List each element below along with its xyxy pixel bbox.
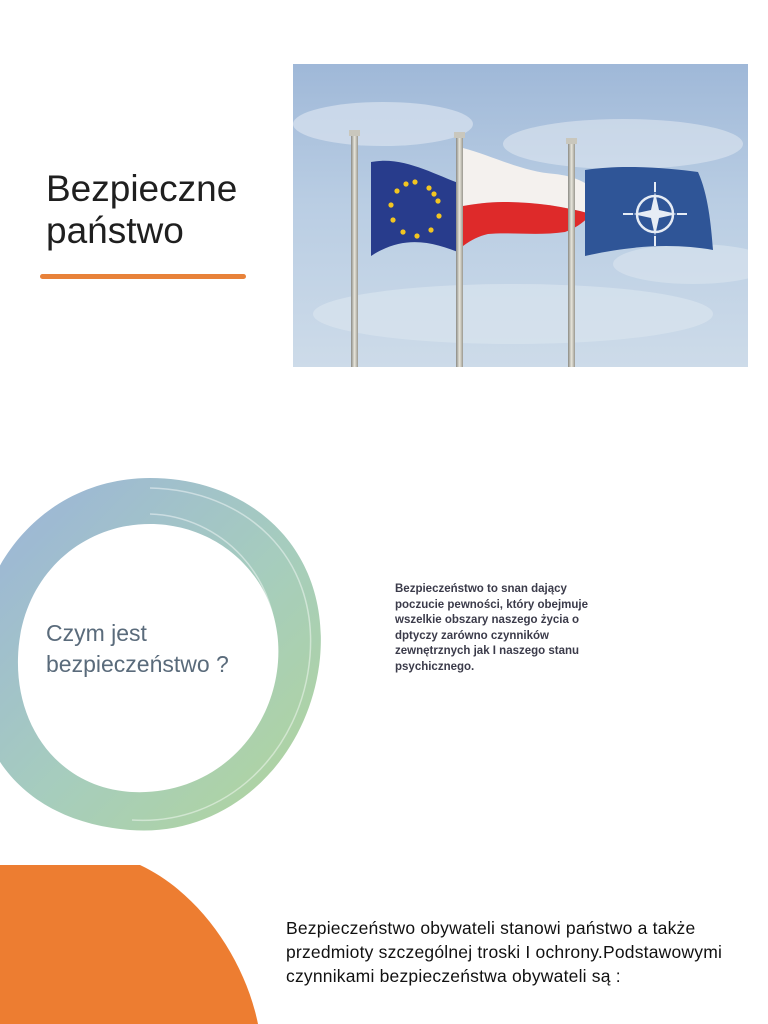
title-underline xyxy=(40,274,246,279)
page-title: Bezpieczne państwo xyxy=(46,168,238,251)
nato-flag xyxy=(585,167,713,256)
definition-text: Bezpieczeństwo to snan dający poczucie pewności, który obejmuje wszelkie obszary naszego życia o dptyczy zarówno czynników zewnętrznych jak I naszego stanu psychicznego. xyxy=(395,583,588,673)
decorative-orange-shape xyxy=(0,865,260,1024)
section-subtitle: Czym jest bezpieczeństwo ? xyxy=(46,620,229,677)
flags-photo xyxy=(293,64,748,367)
body-paragraph: Bezpieczeństwo obywateli stanowi państwo a także przedmioty szczególnej troski I ochrony.Podstawowymi czynnikami bezpieczeństwa obywateli są : xyxy=(286,918,723,986)
